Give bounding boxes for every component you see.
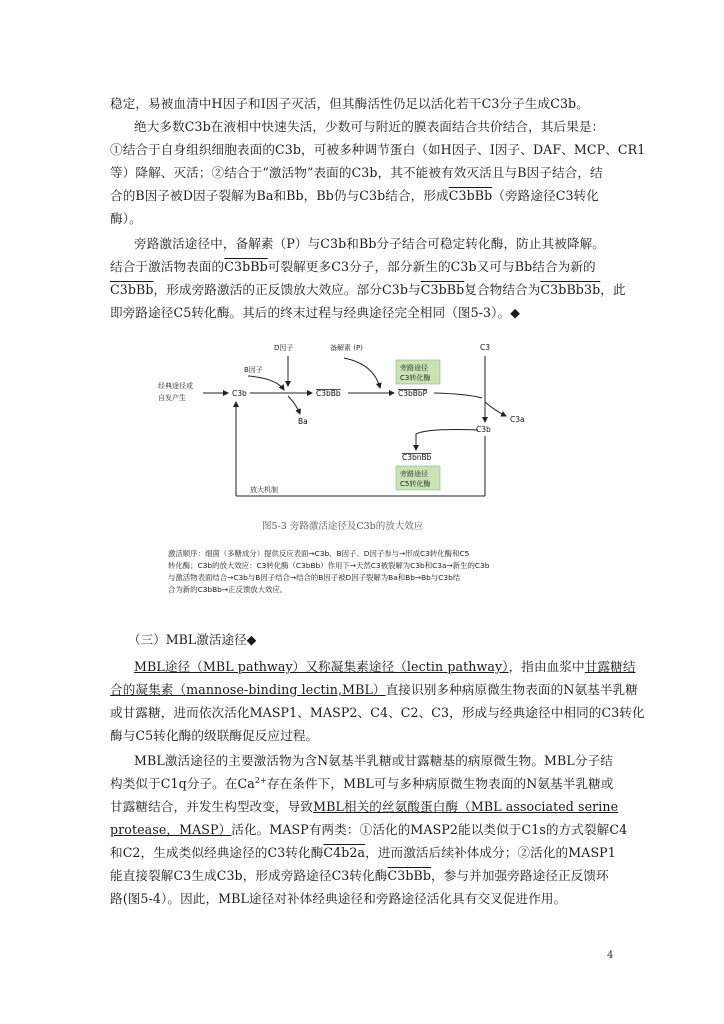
arrow-to-c3bnbb (416, 430, 478, 451)
label-classical-2: 自发产生 (158, 394, 186, 402)
text-line: 绝大多数C3b在液相中快速失活，少数可与附近的膜表面结合共价结合，其后果是： (134, 119, 605, 134)
label-green1-1: 旁路途径 (400, 364, 428, 372)
term-underlined: MBL途径（MBL pathway）又称 (134, 659, 331, 674)
term-underlined: protease，MASP） (110, 822, 232, 837)
convertase-term: C3bBb (448, 188, 493, 203)
label-green1-2: C3转化酶 (400, 374, 431, 382)
arrow-b-factor (248, 376, 284, 390)
text-line (110, 795, 619, 818)
node-c3bbb: C3bBb (316, 389, 341, 398)
text-span: ，进而激活后续补体成分；②活化的MASP1 (365, 845, 616, 860)
text-span: 活化。MASP有两类：①活化的MASP2能以类似于C1s的方式裂解C4 (231, 822, 628, 837)
text-line: 酶）。 (110, 211, 142, 226)
text-line (110, 278, 626, 301)
text-line: 等）降解、灭活；②结合于“激活物”表面的C3b，其不能被有效灭活且与B因子结合，结 (110, 165, 603, 180)
text-line (110, 772, 616, 795)
text-line (110, 678, 638, 701)
label-amplify: 放大机制 (250, 486, 278, 494)
convertase-term: C3bBb (224, 259, 268, 274)
text-line (110, 841, 616, 864)
term-underlined: 凝集素途径（lectin pathway） (330, 659, 509, 674)
label-green2-1: 旁路途径 (400, 470, 428, 478)
text-line: MBL激活途径的主要激活物为含N氨基半乳糖或甘露糖基的病原微生物。MBL分子结 (134, 753, 613, 768)
page-number: 4 (607, 950, 614, 961)
text-line: 稳定，易被血清中H因子和I因子灭活，但其酶活性仍足以活化若干C3分子生成C3b。 (110, 96, 589, 111)
connector-c3bbbp (434, 393, 482, 398)
text-line (110, 184, 616, 207)
text-span: 直接识别多种病原微生物表面的N氨基半乳糖 (385, 682, 638, 697)
label-d-factor: D因子 (274, 344, 294, 352)
text-span: ，形成旁路激活的正反馈放大效应。部分C3b与 (153, 282, 421, 297)
text-span: 合的B因子被D因子裂解为Ba和Bb，Bb仍与C3b结合，形成 (110, 188, 449, 203)
label-properdin: 备解素 (P) (330, 344, 363, 352)
note-line: 转化酶；C3b的放大效应：C3转化酶（C3bBb）作用下→天然C3被裂解为C3b和C3a→新生的C3b (168, 561, 490, 570)
text-line: 酶与C5转化酶的级联酶促反应过程。 (110, 728, 319, 743)
convertase-term: C3bBb (387, 868, 432, 883)
node-c3b-left: C3b (232, 389, 247, 398)
text-span: ，参与并加强旁路途径正反馈环 (431, 868, 609, 883)
text-line: 旁路激活途径中，备解素（P）与C3b和Bb分子结合可稳定转化酶，防止其被降解。 (134, 236, 605, 251)
convertase-term: C4b2a (323, 845, 366, 860)
node-c3bbbp: C3bBbP (398, 389, 428, 398)
arrow-to-c3a (485, 402, 506, 416)
text-span: 和C2，生成类似经典途径的C3转化酶 (110, 845, 324, 860)
text-span: 甘露糖结合，并发生构型改变，导致 (110, 799, 314, 814)
convertase-term: C3bBb (420, 282, 465, 297)
text-span: ，指由血浆中 (508, 659, 585, 674)
node-c3b-right: C3b (476, 425, 491, 434)
text-span: 结合于激活物表面的 (110, 259, 225, 274)
section-heading: （三）MBL激活途径◆ (128, 632, 257, 647)
node-c3bnbb: C3bnBb (402, 453, 432, 462)
label-green2-2: C5转化酶 (400, 480, 431, 488)
note-line: 合为新的C3bBb→正反馈放大效应。 (168, 585, 288, 594)
text-line: 即旁路途径C5转化酶。其后的终末过程与经典途径完全相同（图5-3）。◆ (110, 305, 521, 320)
term-underlined: 甘露糖结 (584, 659, 636, 674)
text-line: 或甘露糖，进而依次活化MASP1、MASP2、C4、C2、C3，形成与经典途径中相同的C3转化 (110, 705, 645, 720)
node-c3a: C3a (510, 415, 525, 424)
node-ba: Ba (298, 417, 308, 426)
text-span: ，此 (600, 282, 626, 297)
arrow-to-ba (288, 396, 300, 414)
text-line (134, 655, 640, 678)
label-classical-1: 经典途径或 (158, 382, 193, 390)
text-span: 可裂解更多C3分子，部分新生的C3b又可与Bb结合为新的 (267, 259, 596, 274)
figure-5-3 (148, 336, 525, 504)
arrow-properdin (344, 358, 380, 388)
text-line: ①结合于自身组织细胞表面的C3b，可被多种调节蛋白（如H因子、I因子、DAF、MCP、CR1 (110, 142, 646, 157)
note-line: 与激活物表面结合→C3b与B因子结合→结合的B因子被D因子裂解为Ba和Bb→Bb与C3b结 (168, 573, 461, 582)
text-line (110, 255, 616, 278)
superscript: 2+ (254, 775, 267, 785)
text-line: 路(图5-4）。因此，MBL途径对补体经典途径和旁路途径活化具有交叉促进作用。 (110, 891, 567, 906)
text-line (110, 864, 616, 887)
text-span: （旁路途径C3转化 (492, 188, 599, 203)
text-span: 复合物结合为 (464, 282, 541, 297)
text-span: 存在条件下，MBL可与多种病原微生物表面的N氨基半乳糖或 (266, 776, 614, 791)
note-line: 激活顺序：细菌（多糖成分）提供反应表面→C3b、B因子、D因子参与→形成C3转化酶和C5 (168, 549, 470, 558)
convertase-term: C3bBb (110, 282, 154, 297)
term-underlined: MBL相关的丝氨酸蛋白酶（MBL associated serine (313, 799, 619, 814)
text-span: 构类似于C1q分子。在Ca (110, 776, 255, 791)
text-line (110, 818, 628, 841)
convertase-term: C3bBb3b (540, 282, 601, 297)
figure-caption: 图5-3 旁路激活途径及C3b的放大效应 (262, 521, 424, 532)
pathway-diagram (148, 336, 525, 504)
text-span: 能直接裂解C3生成C3b，形成旁路途径C3转化酶 (110, 868, 388, 883)
label-b-factor: B因子 (244, 366, 263, 374)
label-c3-top: C3 (480, 343, 491, 352)
term-underlined: 合的凝集素（mannose-binding lectin,MBL） (110, 682, 386, 697)
